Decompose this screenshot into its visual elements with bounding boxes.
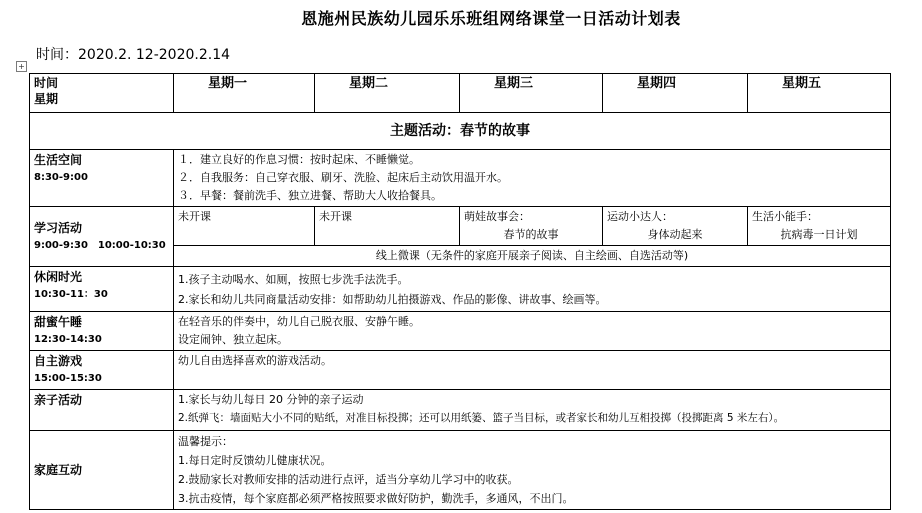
free-time: 15:00-15:30 bbox=[34, 373, 102, 384]
study-friday bbox=[748, 207, 891, 246]
table-move-handle-icon[interactable]: + bbox=[16, 61, 27, 72]
study-thursday-sub: 身体动起来 bbox=[647, 228, 703, 241]
home-line-3: 2.鼓励家长对教师安排的活动进行点评，适当分享幼儿学习中的收获。 bbox=[178, 473, 519, 486]
free-line-1: 幼儿自由选择喜欢的游戏活动。 bbox=[178, 354, 332, 367]
row-leisure bbox=[30, 267, 891, 312]
page-title: 恩施州民族幼儿园乐乐班组网络课堂一日活动计划表 bbox=[301, 9, 681, 28]
nap-content bbox=[174, 312, 891, 351]
study-wednesday bbox=[460, 207, 603, 246]
header-corner bbox=[30, 74, 174, 113]
study-wednesday-sub: 春节的故事 bbox=[503, 228, 559, 241]
parent-label: 亲子活动 bbox=[34, 393, 83, 407]
study-label: 学习活动 bbox=[34, 220, 83, 235]
home-label-cell bbox=[30, 431, 174, 510]
study-thursday bbox=[603, 207, 748, 246]
free-label-cell bbox=[30, 351, 174, 390]
activity-plan-table bbox=[29, 73, 891, 510]
study-thursday-name: 运动小达人： bbox=[607, 210, 673, 223]
study-time: 9:00-9:30 10:00-10:30 bbox=[34, 239, 166, 251]
time-label: 时间 bbox=[34, 76, 59, 90]
study-wednesday-name: 萌娃故事会： bbox=[464, 210, 530, 223]
free-content bbox=[174, 351, 891, 390]
row-life bbox=[30, 150, 891, 207]
leisure-content bbox=[174, 267, 891, 312]
leisure-time: 10:30-11：30 bbox=[34, 289, 108, 300]
parent-label-cell bbox=[30, 390, 174, 431]
parent-content bbox=[174, 390, 891, 431]
leisure-label-cell bbox=[30, 267, 174, 312]
row-free bbox=[30, 351, 891, 390]
study-monday-name: 未开课 bbox=[178, 210, 211, 223]
nap-line-1: 在轻音乐的伴奏中，幼儿自己脱衣服、安静午睡。 bbox=[178, 315, 420, 328]
row-parent bbox=[30, 390, 891, 431]
study-friday-name: 生活小能手： bbox=[752, 210, 818, 223]
home-line-1: 温馨提示： bbox=[178, 435, 233, 448]
theme-title: 主题活动：春节的故事 bbox=[30, 113, 891, 150]
day-tuesday: 星期二 bbox=[315, 74, 460, 113]
life-line-1: １．建立良好的作息习惯：按时起床、不睡懒觉。 bbox=[178, 153, 420, 166]
home-line-2: 1.每日定时反馈幼儿健康状况。 bbox=[178, 454, 332, 467]
study-friday-sub: 抗病毒一日计划 bbox=[780, 228, 858, 241]
header-row bbox=[30, 74, 891, 113]
leisure-label: 休闲时光 bbox=[34, 270, 83, 284]
study-tuesday-name: 未开课 bbox=[319, 210, 352, 223]
day-wednesday: 星期三 bbox=[460, 74, 603, 113]
home-content bbox=[174, 431, 891, 510]
parent-line-1: 1.家长与幼儿每日 20 分钟的亲子运动 bbox=[178, 393, 364, 406]
study-label-cell bbox=[30, 207, 174, 267]
study-monday bbox=[174, 207, 315, 246]
row-study bbox=[30, 207, 891, 246]
life-label-cell bbox=[30, 150, 174, 207]
free-label: 自主游戏 bbox=[34, 354, 83, 368]
life-content bbox=[174, 150, 891, 207]
week-label: 星期 bbox=[34, 92, 59, 106]
nap-line-2: 设定闹钟、独立起床。 bbox=[178, 333, 288, 346]
day-friday: 星期五 bbox=[748, 74, 891, 113]
life-label: 生活空间 bbox=[34, 153, 83, 167]
study-tuesday bbox=[315, 207, 460, 246]
nap-label-cell bbox=[30, 312, 174, 351]
life-line-2: ２．自我服务：自己穿衣服、刷牙、洗脸、起床后主动饮用温开水。 bbox=[178, 171, 508, 184]
nap-label: 甜蜜午睡 bbox=[34, 315, 83, 329]
leisure-line-1: 1.孩子主动喝水、如厕，按照七步洗手法洗手。 bbox=[178, 273, 409, 286]
theme-row bbox=[30, 113, 891, 150]
day-monday: 星期一 bbox=[174, 74, 315, 113]
leisure-line-2: 2.家长和幼儿共同商量活动安排：如帮助幼儿拍摄游戏、作品的影像、讲故事、绘画等。 bbox=[178, 293, 607, 306]
nap-time: 12:30-14:30 bbox=[34, 334, 102, 345]
day-thursday: 星期四 bbox=[603, 74, 748, 113]
row-home bbox=[30, 431, 891, 510]
parent-line-2: 2.纸弹飞：墙面贴大小不同的贴纸，对准目标投掷；还可以用纸篓、篮子当目标，或者家长和幼儿互相投掷（投掷距离 5 米左右）。 bbox=[178, 412, 785, 424]
home-line-4: 3.抗击疫情，每个家庭都必须严格按照要求做好防护，勤洗手，多通风，不出门。 bbox=[178, 492, 574, 505]
study-online: 线上微课（无条件的家庭开展亲子阅读、自主绘画、自选活动等) bbox=[174, 246, 891, 267]
life-line-3: ３．早餐：餐前洗手、独立进餐、帮助大人收拾餐具。 bbox=[178, 189, 442, 202]
date-range: 时间：2020.2. 12-2020.2.14 bbox=[36, 47, 231, 63]
row-nap bbox=[30, 312, 891, 351]
home-label: 家庭互动 bbox=[34, 463, 83, 477]
life-time: 8:30-9:00 bbox=[34, 172, 88, 183]
